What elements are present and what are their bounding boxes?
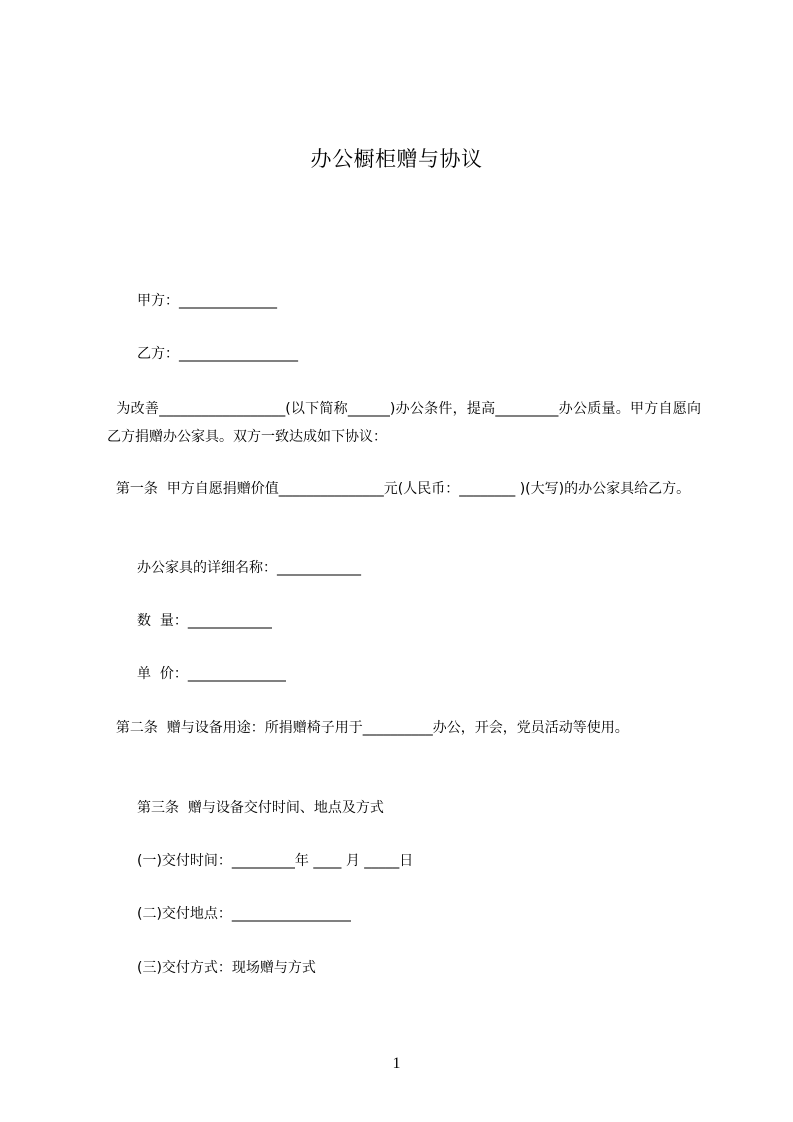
quantity-line: 数 量：____________ [137, 613, 272, 629]
article-1-paragraph: 第一条 甲方自愿捐赠价值_______________元(人民币：________ )(大写)的办公家具给乙方。 [107, 481, 691, 497]
unit-price-line: 单 价：______________ [137, 666, 286, 682]
party-b-line: 乙方：_________________ [137, 346, 298, 362]
furniture-name-line: 办公家具的详细名称：____________ [137, 560, 361, 576]
delivery-time-line: (一)交付时间：_________年 ____ 月 _____日 [137, 853, 414, 869]
page-number: 1 [392, 1055, 401, 1072]
document-title: 办公橱柜赠与协议 [310, 147, 483, 171]
intro-paragraph: 为改善__________________(以下简称______)办公条件，提高_________办公质量。甲方自愿向乙方捐赠办公家具。双方一致达成如下协议： [107, 401, 701, 445]
delivery-place-line: (二)交付地点：_________________ [137, 906, 351, 922]
article-3-heading: 第三条 赠与设备交付时间、地点及方式 [137, 800, 384, 816]
delivery-method-line: (三)交付方式：现场赠与方式 [137, 960, 316, 976]
article-2-paragraph: 第二条 赠与设备用途：所捐赠椅子用于__________办公，开会，党员活动等使用。 [107, 720, 629, 736]
party-a-line: 甲方：______________ [137, 293, 277, 309]
